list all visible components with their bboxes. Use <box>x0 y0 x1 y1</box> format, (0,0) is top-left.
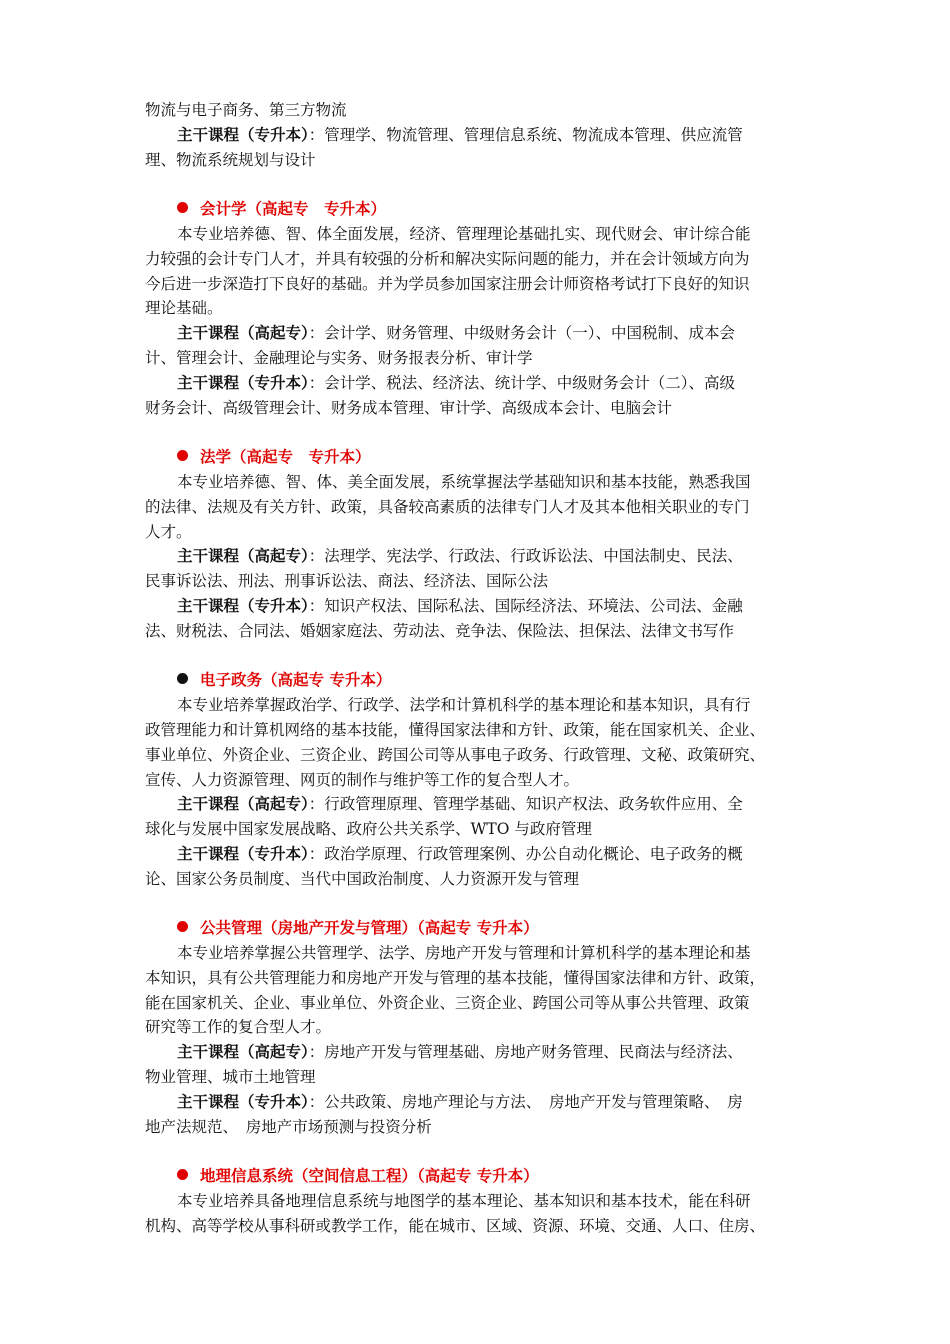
course-line: 地产法规范、 房地产市场预测与投资分析 <box>145 1117 432 1136</box>
course-line: 主干课程（高起专）：会计学、财务管理、中级财务会计（一）、中国税制、成本会 <box>177 323 736 343</box>
bullet-icon <box>177 673 188 684</box>
course-line: 物业管理、城市土地管理 <box>145 1068 316 1087</box>
course-line: 主干课程（专升本）：知识产权法、国际私法、国际经济法、环境法、公司法、金融 <box>177 595 743 615</box>
desc-line: 本专业培养具备地理信息系统与地图学的基本理论、基本知识和基本技术，能在科研 <box>177 1192 751 1211</box>
course-line: 民事诉讼法、刑法、刑事诉讼法、商法、经济法、国际公法 <box>145 572 549 591</box>
course-label: 主干课程（专升本） <box>177 124 309 144</box>
course-line: 主干课程（高起专）：房地产开发与管理基础、房地产财务管理、民商法与经济法、 <box>177 1042 743 1062</box>
course-label: 主干课程（专升本） <box>177 1091 309 1111</box>
document-page <box>145 98 810 1239</box>
intro-course-line-2: 理、物流系统规划与设计 <box>145 150 316 169</box>
section-title-gis: 地理信息系统（空间信息工程）（高起专 专升本） <box>145 1164 810 1189</box>
course-line: 主干课程（专升本）：会计学、税法、经济法、统计学、中级财务会计（二）、高级 <box>177 372 736 392</box>
course-label: 主干课程（专升本） <box>177 595 309 615</box>
course-label: 主干课程（专升本） <box>177 372 309 392</box>
bullet-icon <box>177 450 188 461</box>
course-label: 主干课程（高起专） <box>177 794 309 814</box>
course-label: 主干课程（高起专） <box>177 323 309 343</box>
desc-line: 能在国家机关、企业、事业单位、外资企业、三资企业、跨国公司等从事公共管理、政策 <box>145 993 750 1012</box>
desc-line: 本专业培养德、智、体、美全面发展，系统掌握法学基础知识和基本技能，熟悉我国 <box>177 472 751 491</box>
desc-line: 机构、高等学校从事科研或教学工作，能在城市、区域、资源、环境、交通、人口、住房、 <box>145 1216 766 1235</box>
course-label: 主干课程（高起专） <box>177 1042 309 1062</box>
course-line: 主干课程（高起专）：行政管理原理、管理学基础、知识产权法、政务软件应用、全 <box>177 794 743 814</box>
course-line: 论、国家公务员制度、当代中国政治制度、人力资源开发与管理 <box>145 869 580 888</box>
desc-line: 研究等工作的复合型人才。 <box>145 1018 332 1037</box>
desc-line: 本专业培养德、智、体全面发展，经济、管理理论基础扎实、现代财会、审计综合能 <box>177 224 751 243</box>
bullet-icon <box>177 921 188 932</box>
intro-course-line-1 <box>145 123 810 148</box>
desc-line: 理论基础。 <box>145 299 223 318</box>
desc-line: 政管理能力和计算机网络的基本技能，懂得国家法律和方针、政策，能在国家机关、企业、 <box>145 720 766 739</box>
desc-line: 今后进一步深造打下良好的基础。并为学员参加国家注册会计师资格考试打下良好的知识 <box>145 274 750 293</box>
desc-line: 事业单位、外资企业、三资企业、跨国公司等从事电子政务、行政管理、文秘、政策研究、 <box>145 745 766 764</box>
course-line: 主干课程（专升本）：政治学原理、行政管理案例、办公自动化概论、电子政务的概 <box>177 843 743 863</box>
desc-line: 的法律、法规及有关方针、政策，具备较高素质的法律专门人才及其本他相关职业的专门 <box>145 497 750 516</box>
course-line: 球化与发展中国家发展战略、政府公共关系学、WTO 与政府管理 <box>145 820 592 839</box>
course-line: 财务会计、高级管理会计、财务成本管理、审计学、高级成本会计、电脑会计 <box>145 398 673 417</box>
course-line: 主干课程（专升本）：公共政策、房地产理论与方法、 房地产开发与管理策略、 房 <box>177 1091 743 1111</box>
bullet-icon <box>177 202 188 213</box>
section-title-e-government: 电子政务（高起专 专升本） <box>145 668 810 693</box>
section-title-law: 法学（高起专 专升本） <box>145 445 810 470</box>
desc-line: 本知识，具有公共管理能力和房地产开发与管理的基本技能，懂得国家法律和方针、政策， <box>145 968 766 987</box>
section-title-public-management: 公共管理（房地产开发与管理）（高起专 专升本） <box>145 916 810 941</box>
course-label: 主干课程（高起专） <box>177 546 309 566</box>
desc-line: 本专业培养掌握公共管理学、法学、房地产开发与管理和计算机科学的基本理论和基 <box>177 944 751 963</box>
intro-line: 物流与电子商务、第三方物流 <box>145 101 347 119</box>
course-line: 法、财税法、合同法、婚姻家庭法、劳动法、竞争法、保险法、担保法、法律文书写作 <box>145 621 735 640</box>
course-label: 主干课程（专升本） <box>177 843 309 863</box>
bullet-icon <box>177 1169 188 1180</box>
desc-line: 力较强的会计专门人才，并具有较强的分析和解决实际问题的能力，并在会计领域方向为 <box>145 249 750 268</box>
desc-line: 宣传、人力资源管理、网页的制作与维护等工作的复合型人才。 <box>145 770 580 789</box>
course-text: ：管理学、物流管理、管理信息系统、物流成本管理、供应流管 <box>308 125 743 144</box>
section-title-accounting: 会计学（高起专 专升本） <box>145 197 810 222</box>
desc-line: 本专业培养掌握政治学、行政学、法学和计算机科学的基本理论和基本知识，具有行 <box>177 696 751 715</box>
desc-line: 人才。 <box>145 522 192 541</box>
course-line: 主干课程（高起专）：法理学、宪法学、行政法、行政诉讼法、中国法制史、民法、 <box>177 546 743 566</box>
course-line: 计、管理会计、金融理论与实务、财务报表分析、审计学 <box>145 348 533 367</box>
